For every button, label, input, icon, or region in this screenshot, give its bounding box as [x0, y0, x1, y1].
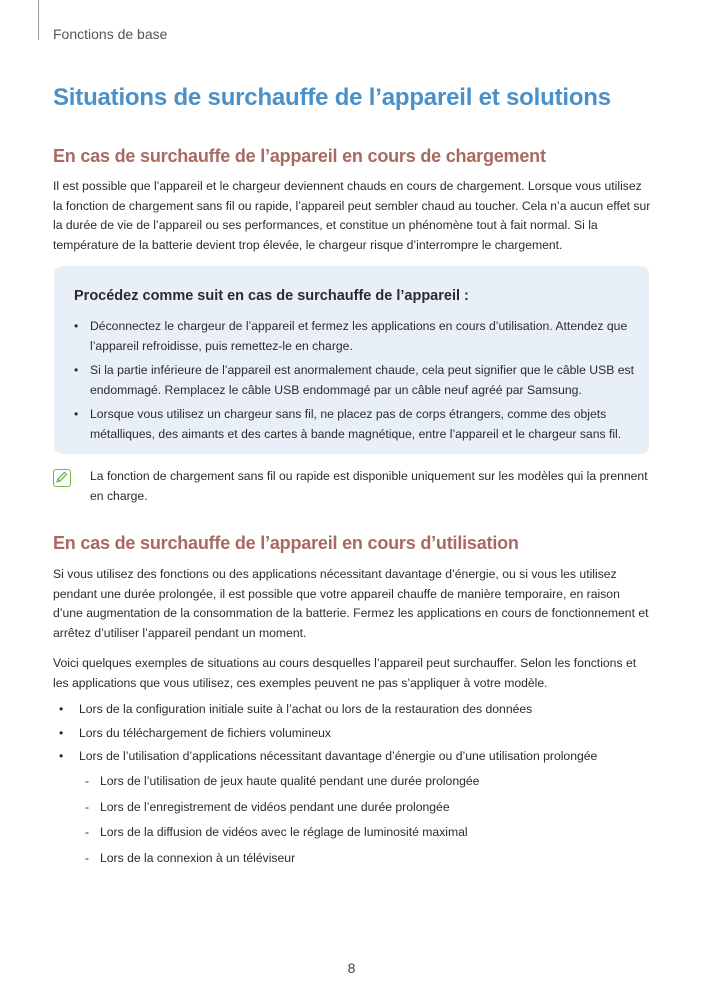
paragraph-charging: Il est possible que l’appareil et le chargeur deviennent chauds en cours de chargement. Lorsque vous utilisez la fonction de chargement sans fil ou rapide, l’appareil peut sembler chaud au toucher. Cela n’a aucun effet sur la durée de vie de l’appareil ou ses performances, et constitue un phénomène tout à fait normal. Si la température de la batterie devient trop élevée, le chargeur risque d’interrompre le chargement.: [53, 179, 651, 252]
list-item: [53, 724, 653, 744]
sublist-item-text: Lors de l’utilisation de jeux haute qualité pendant une durée prolongée: [100, 774, 480, 788]
pencil-note-icon: [53, 469, 71, 487]
list-item: [53, 747, 653, 767]
callout-list: [54, 317, 634, 449]
section-title-usage: En cas de surchauffe de l’appareil en cours d’utilisation: [53, 533, 519, 553]
sublist-item: [53, 798, 653, 818]
bullet: •: [59, 725, 64, 740]
list-item-text: Déconnectez le chargeur de l’appareil et fermez les applications en cours d’utilisation. Attendez que l’appareil refroidisse, puis remettez-le en charge.: [90, 319, 628, 353]
callout-title: Procédez comme suit en cas de surchauffe de l’appareil :: [74, 288, 469, 304]
bullet: •: [74, 319, 79, 333]
dash: -: [85, 825, 90, 839]
sublist-item-text: Lors de la diffusion de vidéos avec le réglage de luminosité maximal: [100, 825, 468, 839]
sublist-item-text: Lors de la connexion à un téléviseur: [100, 850, 296, 865]
note-text: La fonction de chargement sans fil ou rapide est disponible uniquement sur les modèles qui la prennent en charge.: [90, 469, 648, 503]
list-item-text: Lorsque vous utilisez un chargeur sans fil, ne placez pas de corps étrangers, comme des objets métalliques, des aimants et des cartes à bande magnétique, entre l’appareil et le chargeur sans fil.: [90, 407, 622, 441]
list-item: [54, 317, 634, 356]
header-rule: [38, 0, 39, 40]
page-title: Situations de surchauffe de l’appareil et solutions: [53, 84, 611, 111]
sublist-item: [53, 849, 653, 869]
dash: -: [85, 799, 90, 814]
sublist-item: [53, 823, 653, 843]
sublist-item: [53, 772, 653, 792]
list-item: [54, 405, 634, 444]
bullet: •: [59, 749, 64, 763]
dash: -: [85, 774, 90, 788]
examples-sublist: [53, 772, 653, 874]
bullet: •: [74, 363, 79, 377]
dash: -: [85, 850, 90, 865]
callout-box: [54, 266, 649, 454]
running-header: Fonctions de base: [53, 26, 168, 42]
sublist-item-text: Lors de l’enregistrement de vidéos pendant une durée prolongée: [100, 799, 450, 814]
paragraph-usage: Si vous utilisez des fonctions ou des applications nécessitant davantage d’énergie, ou si vous les utilisez pendant une durée prolongée, il est possible que votre appareil chauffe de manière temporaire, en raison d’une augmentation de la consommation de la batterie. Fermez les applications en cours de fonctionnement et arrêtez d’utiliser l’appareil pendant un moment.: [53, 567, 649, 640]
list-item: [53, 700, 653, 720]
list-item-text: Lors de l’utilisation d’applications nécessitant davantage d’énergie ou d’une utilisation prolongée: [79, 749, 598, 763]
page-number: 8: [347, 960, 356, 976]
list-item: [54, 361, 634, 400]
examples-list: [53, 700, 653, 767]
section-title-charging: En cas de surchauffe de l’appareil en cours de chargement: [53, 146, 546, 166]
paragraph-examples: Voici quelques exemples de situations au cours desquelles l’appareil peut surchauffer. Selon les fonctions et les applications que vous utilisez, ces exemples peuvent ne pas s’appliquer à votre modèle.: [53, 656, 637, 690]
list-item-text: Lors de la configuration initiale suite à l’achat ou lors de la restauration des données: [79, 702, 533, 716]
list-item-text: Lors du téléchargement de fichiers volumineux: [79, 725, 332, 740]
bullet: •: [59, 702, 64, 716]
list-item-text: Si la partie inférieure de l’appareil est anormalement chaude, cela peut signifier que le câble USB est endommagé. Remplacez le câble USB endommagé par un câble neuf agréé par Samsung.: [90, 363, 635, 397]
bullet: •: [74, 407, 79, 421]
